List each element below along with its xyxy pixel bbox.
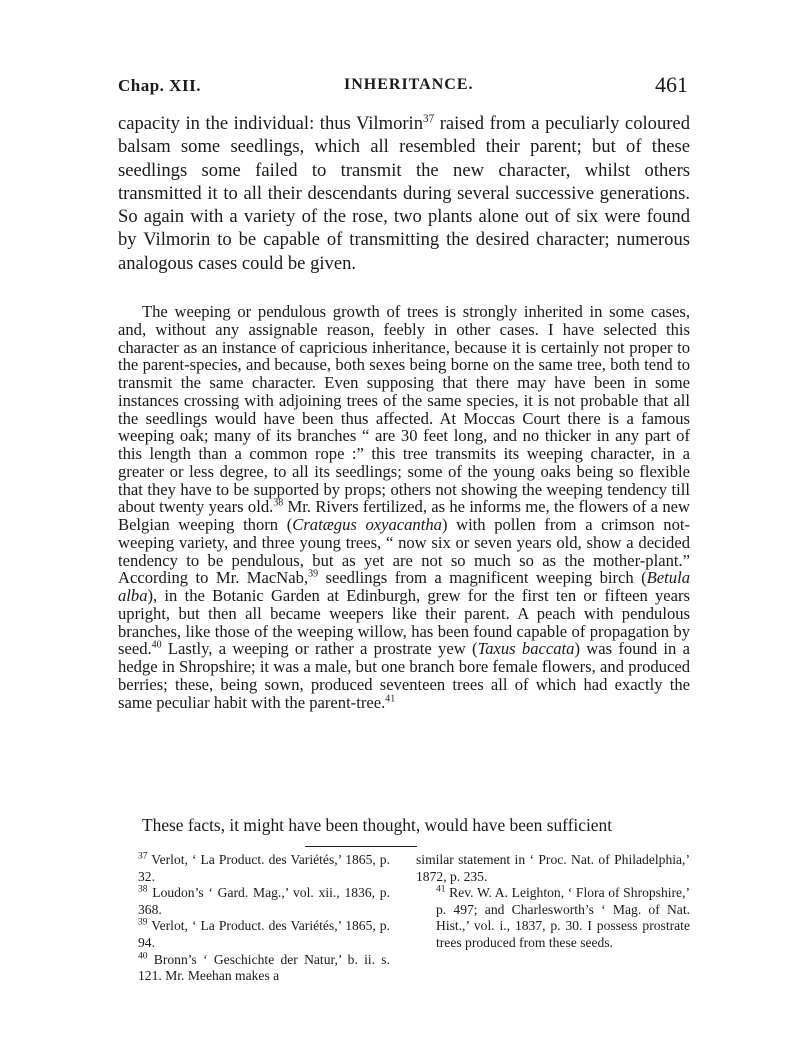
paragraph-2-text-2: Mr. Rivers fertilized, as he informs me, the flowers of a new Belgian weeping thorn (	[118, 497, 690, 534]
footnote-text: Verlot, ‘ La Product. des Variétés,’ 1865, p. 32.	[138, 852, 390, 884]
footnote-divider	[305, 846, 417, 847]
paragraph-2-text-3: ) with pollen from a crimson not-weeping variety, and three young trees, “ now six or seven years old, show a decided tendency to be pendulous, but as yet are not so much so as the mother-plant.” According to Mr. MacNab,	[118, 515, 691, 588]
footnote-text: similar statement in ‘ Proc. Nat. of Philadelphia,’ 1872, p. 235.	[416, 852, 690, 884]
footnote-number: 38	[138, 884, 148, 895]
footnote-text: Rev. W. A. Leighton, ‘ Flora of Shropshire,’ p. 497; and Charlesworth’s ‘ Mag. of Nat. Hist.,’ vol. i., 1837, p. 30. I possess prostrate trees produced from these seeds.	[436, 885, 691, 950]
paragraph-2-text-5: ), in the Botanic Garden at Edinburgh, grew for the first ten or fifteen years upright, but then all became weepers like their parent. A peach with pendulous branches, like those of the weeping willow, has been found capable of propagation by seed.	[118, 586, 690, 659]
paragraph-2	[118, 303, 690, 711]
paragraph-2-text-6: Lastly, a weeping or rather a prostrate yew (	[161, 639, 478, 659]
footnotes-left-column	[118, 852, 390, 985]
reference-41: 41	[385, 692, 396, 704]
footnote-number: 41	[436, 884, 446, 895]
paragraph-1-text-a: capacity in the individual: thus Vilmorin	[118, 113, 424, 134]
footnote-text: Loudon’s ‘ Gard. Mag.,’ vol. xii., 1836, p. 368.	[138, 885, 390, 917]
footnote-number: 39	[138, 917, 148, 928]
footnote-38	[118, 885, 390, 918]
reference-38: 38	[273, 497, 284, 509]
footnote-41	[416, 885, 690, 951]
paragraph-2-text-1: The weeping or pendulous growth of trees is strongly inherited in some cases, and, without any assignable reason, feebly in other cases. I have selected this character as an instance of capricious inheritance, because it is certainly not proper to the parent-species, and because, both sexes being borne on the same tree, both tend to transmit the same character. Even supposing that there may have been in some instances crossing with adjoining trees of the same species, it is not probable that all the seedlings would have been thus affected. At Moccas Court there is a famous weeping oak; many of its branches “ are 30 feet long, and no thicker in any part of this length than a common rope :” this tree transmits its weeping character, in a greater or less degree, to all its seedlings; some of the young oaks being so flexible that they have to be supported by props; others not showing the weeping tendency till about twenty years old.	[118, 302, 690, 517]
page-number: 461	[655, 72, 688, 97]
footnote-text: Verlot, ‘ La Product. des Variétés,’ 1865, p. 94.	[138, 918, 390, 950]
footnotes	[118, 852, 690, 982]
footnote-number: 37	[138, 851, 148, 862]
species-taxus: Taxus baccata	[477, 639, 575, 659]
reference-40: 40	[151, 639, 162, 651]
page-header	[118, 72, 690, 102]
reference-39: 39	[308, 568, 319, 580]
paragraph-1	[118, 112, 690, 275]
paragraph-2-text-7: ) was found in a hedge in Shropshire; it was a male, but one branch bore female flowers, and produced berries; these, being sown, produced seventeen trees all of which had exactly the same peculiar habit with the parent-tree.	[118, 639, 690, 712]
paragraph-3: These facts, it might have been thought, would have been sufficient	[142, 815, 613, 835]
reference-37: 37	[423, 112, 435, 125]
footnote-number: 40	[138, 951, 148, 962]
paragraph-2-text-4: seedlings from a magnificent weeping birch (	[318, 568, 647, 588]
footnote-37	[118, 852, 390, 885]
footnotes-right-column	[416, 852, 690, 952]
paragraph-1-text-b: raised from a peculiarly coloured balsam some seedlings, which all resembled their parent; but of these seedlings some failed to transmit the new character, whilst others transmitted it to all their descendants during several successive generations. So again with a variety of the rose, two plants alone out of six were found by Vilmorin to be capable of transmitting the desired character; numerous analogous cases could be given.	[118, 113, 690, 274]
species-betula: Betula alba	[118, 568, 690, 605]
footnote-text: Bronn’s ‘ Geschichte der Natur,’ b. ii. s. 121. Mr. Meehan makes a	[138, 951, 390, 984]
species-crataegus: Cratægus oxyacantha	[292, 515, 442, 534]
chapter-label: Chap. XII.	[118, 76, 201, 95]
running-title: INHERITANCE.	[344, 76, 474, 93]
footnote-40	[118, 952, 390, 985]
footnote-40-continued	[416, 852, 690, 885]
footnote-39	[118, 918, 390, 951]
